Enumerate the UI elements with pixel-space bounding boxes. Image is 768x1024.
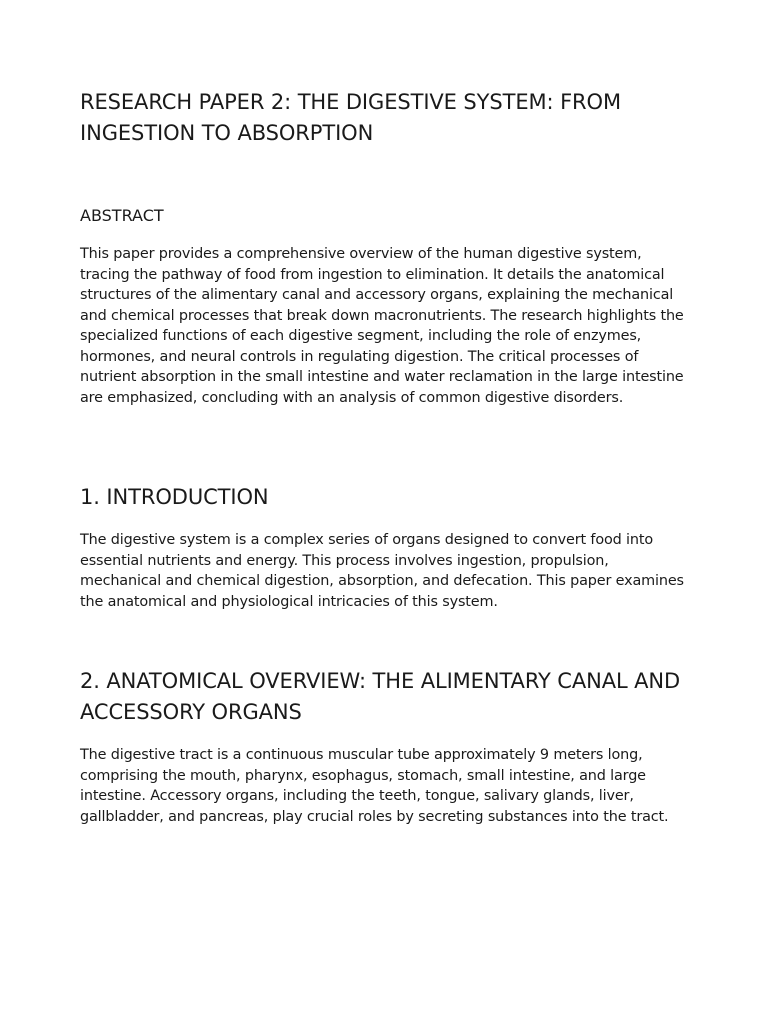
paper-title: RESEARCH PAPER 2: THE DIGESTIVE SYSTEM: FROM INGESTION TO ABSORPTION (80, 90, 621, 145)
section-body-introduction: The digestive system is a complex series of organs designed to convert food into essential nutrients and energy. This process involves ingestion, propulsion, mechanical and chemical digestion, absorption, and defecation. This paper examines the anatomical and physiological intricacies of this system. (80, 532, 684, 610)
abstract-heading: ABSTRACT (80, 206, 164, 225)
section-heading-anatomical-overview: 2. ANATOMICAL OVERVIEW: THE ALIMENTARY CANAL AND ACCESSORY ORGANS (80, 669, 681, 724)
section-body-anatomical-overview: The digestive tract is a continuous muscular tube approximately 9 meters long, comprising the mouth, pharynx, esophagus, stomach, small intestine, and large intestine. Accessory organs, including the teeth, tongue, salivary glands, liver, gallbladder, and pancreas, play crucial roles by secreting substances into the tract. (80, 747, 669, 825)
section-heading-introduction: 1. INTRODUCTION (80, 485, 269, 509)
abstract-body: This paper provides a comprehensive overview of the human digestive system, tracing the pathway of food from ingestion to elimination. It details the anatomical structures of the alimentary canal and accessory organs, explaining the mechanical and chemical processes that break down macronutrients. The research highlights the specialized functions of each digestive segment, including the role of enzymes, hormones, and neural controls in regulating digestion. The critical processes of nutrient absorption in the small intestine and water reclamation in the large intestine are emphasized, concluding with an analysis of common digestive disorders. (80, 246, 684, 406)
